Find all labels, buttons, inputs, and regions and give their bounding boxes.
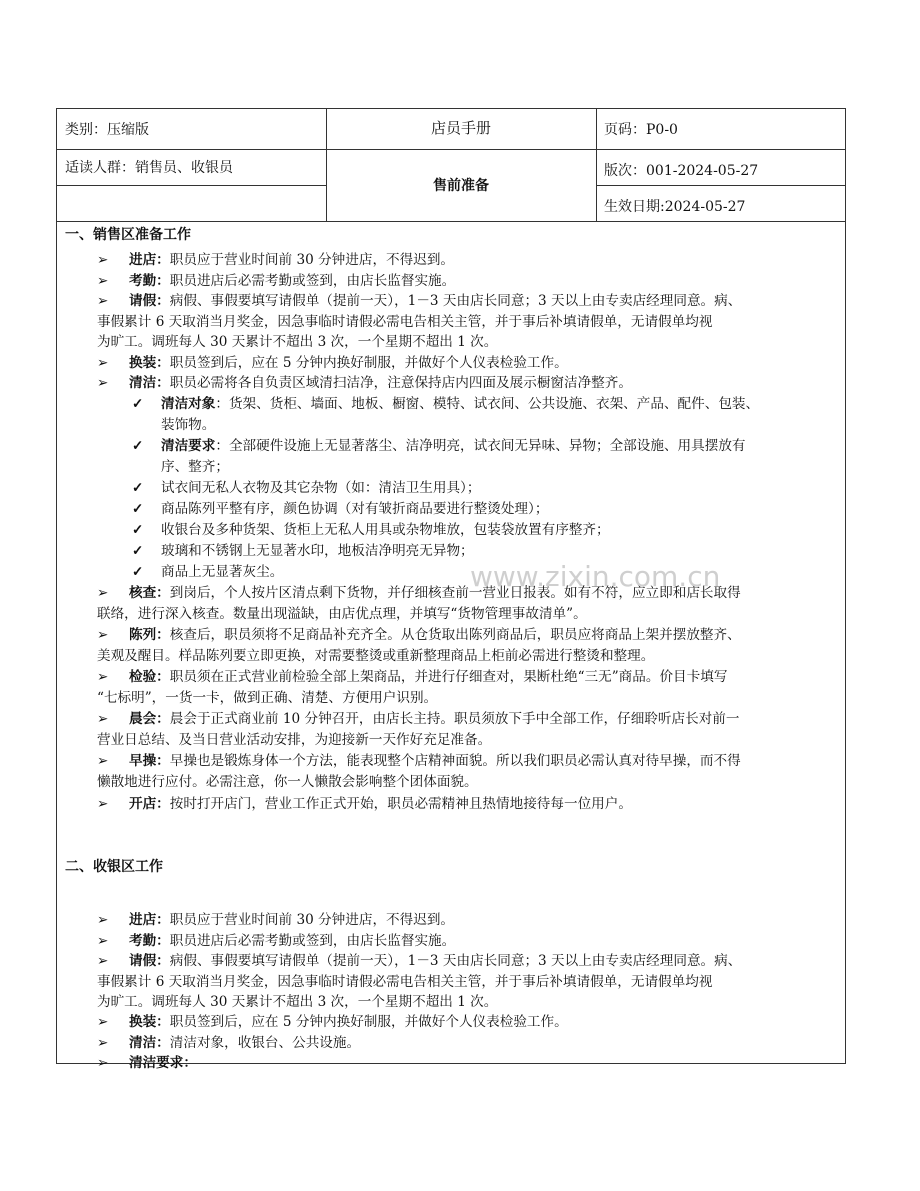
watermark: www.zixin.com.cn bbox=[470, 560, 721, 593]
header-table bbox=[57, 109, 845, 221]
section-title: 售前准备 bbox=[433, 178, 489, 194]
sub-item: ✓ 商品陈列平整有序，颜色协调（对有皱折商品要进行整烫处理）； bbox=[132, 501, 549, 517]
manual-title: 店员手册 bbox=[430, 119, 491, 137]
document-frame bbox=[56, 108, 846, 1071]
category-label: 类别：压缩版 bbox=[65, 122, 149, 138]
sub-item: ✓ 试衣间无私人衣物及其它杂物（如：清洁卫生用具）； bbox=[132, 480, 481, 496]
list-item: ➢ 早操：早操也是锻炼身体一个方法，能表现整个店精神面貌。所以我们职员必需认真对待早操，而不得 懒散地进行应付。必需注意，你一人懒散会影响整个团体面貌。 bbox=[97, 753, 741, 790]
version-label: 版次：001-2024-05-27 bbox=[604, 163, 759, 179]
sub-item: ✓ 清洁对象：货架、货柜、墙面、地板、橱窗、模特、试衣间、公共设施、衣架、产品、配件、包装、 装饰物。 bbox=[132, 396, 760, 433]
list-item: ➢ 进店：职员应于营业时间前 30 分钟进店，不得迟到。 bbox=[97, 252, 455, 268]
list-item: ➢ 请假：病假、事假要填写请假单（提前一天），1－3 天由店长同意；3 天以上由专卖店经理同意。病、 事假累计 6 天取消当月奖金，因急事临时请假必需电告相关主管，并于事后补填请假单，无请假单均视 为旷工。调班每人 30 天累计不超出 3 次，一个星期不超出 1 次。 bbox=[97, 293, 742, 350]
list-item: ➢ 开店：按时打开店门，营业工作正式开始，职员必需精神且热情地接待每一位用户。 bbox=[97, 796, 632, 812]
list-item: ➢ 清洁：清洁对象，收银台、公共设施。 bbox=[97, 1034, 361, 1051]
sub-item: ✓ 收银台及多种货架、货柜上无私人用具或杂物堆放，包装袋放置有序整齐； bbox=[132, 522, 610, 538]
list-item: ➢ 请假：病假、事假要填写请假单（提前一天），1－3 天由店长同意；3 天以上由专卖店经理同意。病、 事假累计 6 天取消当月奖金，因急事临时请假必需电告相关主管，并于事后补填请假单，无请假单均视 为旷工。调班每人 30 天累计不超出 3 次，一个星期不超出 1 次。 bbox=[97, 953, 742, 1010]
list-item: ➢ 换装：职员签到后，应在 5 分钟内换好制服，并做好个人仪表检验工作。 bbox=[97, 354, 568, 371]
sub-item: ✓ 清洁要求：全部硬件设施上无显著落尘、洁净明亮，试衣间无异味、异物；全部设施、用具摆放有 序、整齐； bbox=[132, 438, 746, 475]
list-item: ➢ 晨会：晨会于正式商业前 10 分钟召开，由店长主持。职员须放下手中全部工作，仔细聆听店长对前一 营业日总结、及当日营业活动安排，为迎接新一天作好充足准备。 bbox=[97, 711, 740, 748]
section2-heading: 二、收银区工作 bbox=[65, 859, 163, 875]
list-item: ➢ 清洁要求： bbox=[97, 1055, 197, 1071]
list-item: ➢ 进店：职员应于营业时间前 30 分钟进店，不得迟到。 bbox=[97, 912, 455, 928]
section1-heading: 一、销售区准备工作 bbox=[65, 227, 191, 243]
list-item: ➢ 换装：职员签到后，应在 5 分钟内换好制服，并做好个人仪表检验工作。 bbox=[97, 1014, 568, 1030]
list-item: ➢ 考勤：职员进店后必需考勤或签到，由店长监督实施。 bbox=[97, 932, 456, 949]
sub-item: ✓ 玻璃和不锈钢上无显著水印，地板洁净明亮无异物； bbox=[132, 543, 474, 559]
audience-label: 适读人群：销售员、收银员 bbox=[65, 160, 233, 176]
list-item: ➢ 检验：职员须在正式营业前检验全部上架商品，并进行仔细查对，果断杜绝“三无”商品。价目卡填写 “七标明”，一货一卡，做到正确、清楚、方便用户识别。 bbox=[97, 669, 728, 706]
page-code: 页码：P0-0 bbox=[604, 122, 678, 138]
effective-date: 生效日期:2024-05-27 bbox=[604, 199, 746, 215]
list-item: ➢ 核查：到岗后，个人按片区清点剩下货物，并仔细核查前一营业日报表。如有不符，应立即和店长取得 联络，进行深入核查。数量出现溢缺，由店优点理，并填写“货物管理事故清单”。 bbox=[97, 585, 741, 622]
sub-item: ✓ 商品上无显著灰尘。 bbox=[132, 564, 284, 580]
list-item: ➢ 清洁：职员必需将各自负责区域清扫洁净，注意保持店内四面及展示橱窗洁净整齐。 bbox=[97, 375, 632, 391]
list-item: ➢ 考勤：职员进店后必需考勤或签到，由店长监督实施。 bbox=[97, 272, 456, 289]
list-item: ➢ 陈列：核查后，职员须将不足商品补充齐全。从仓货取出陈列商品后，职员应将商品上架并摆放整齐、 美观及醒目。样品陈列要立即更换，对需要整烫或重新整理商品上柜前必需进行整烫和整理。 bbox=[97, 627, 741, 664]
